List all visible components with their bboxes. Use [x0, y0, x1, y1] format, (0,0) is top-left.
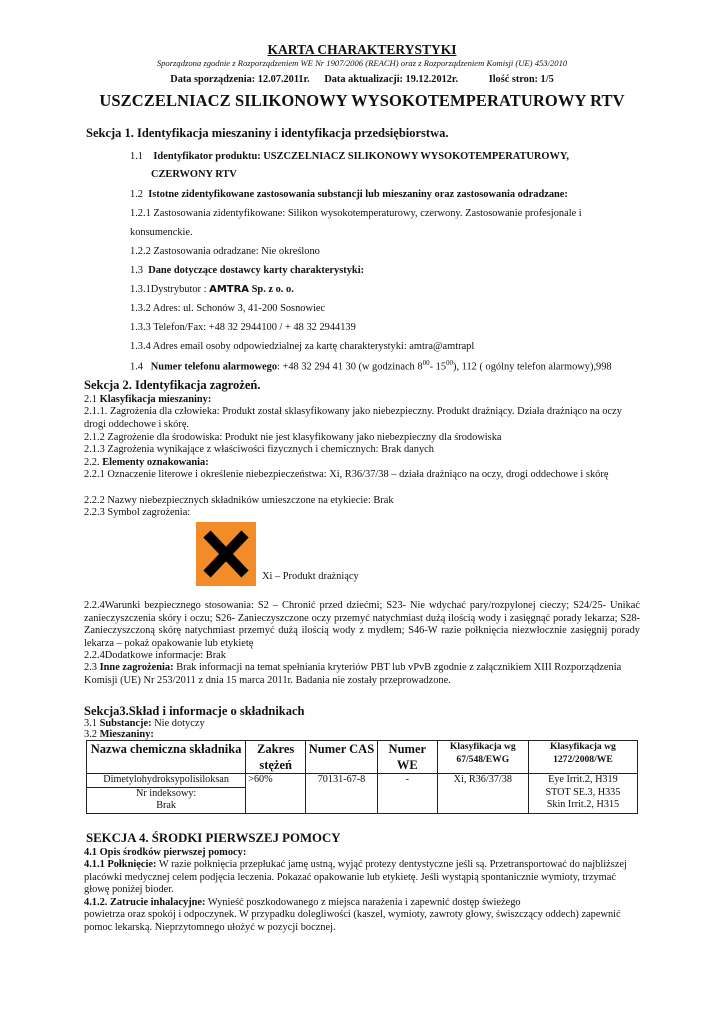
hazard-class-a: Eye Irrit.2, H319 — [548, 774, 618, 785]
s2-1 — [84, 394, 211, 405]
uses-label: Istotne zidentyfikowane zastosowania substancji lub mieszaniny oraz zastosowania odradzane: — [148, 189, 568, 200]
product-name: USZCZELNIACZ SILIKONOWY WYSOKOTEMPERATUROWY RTV — [99, 91, 625, 110]
col-header-name: Nazwa chemiczna składnika — [87, 741, 246, 774]
s1-3-4: 1.3.4 Adres email osoby odpowiedzialnej za kartę charakterystyki: amtra@amtrapl — [130, 341, 475, 352]
emergency-phone: : +48 32 294 41 30 (w godzinach 8 — [277, 361, 423, 373]
s4-1: 4.1 Opis środków pierwszej pomocy: — [84, 847, 247, 858]
s1-3-1 — [130, 284, 294, 295]
substances-value: Nie dotyczy — [151, 718, 205, 729]
supplier-label: Dane dotyczące dostawcy karty charakterystyki: — [148, 265, 365, 276]
document-dates — [0, 74, 724, 85]
other-hazards-label: Inne zagrożenia: — [99, 662, 174, 673]
inhalation-label: 4.1.2. Zatrucie inhalacyjne: — [84, 897, 206, 908]
classification-label: Klasyfikacja mieszaniny: — [99, 394, 212, 405]
prepared-date: Data sporządzenia: 12.07.2011r. — [170, 74, 310, 85]
s2-1-1: 2.1.1. Zagrożenia dla człowieka: Produkt został sklasyfikowany jako niebezpieczny. Produkt drażniący. Działa drażniąco na oczy drogi oddechowe i skórę. — [84, 406, 622, 430]
s4-1-2 — [84, 897, 521, 908]
hazard-class-b: STOT SE.3, H335 — [545, 786, 621, 798]
hour-sup: 00 — [422, 359, 430, 367]
s4-1-1 — [84, 859, 640, 897]
regulation-subtitle: Sporządzona zgodnie z Rozporządzeniem WE Nr 1907/2006 (REACH) oraz z Rozporządzeniem Komisji (UE) 453/2010 — [156, 58, 568, 68]
document-title: KARTA CHARAKTERYSTYKI — [267, 42, 457, 57]
company-name: AMTRA — [209, 284, 250, 295]
hazard-caption: Xi – Produkt drażniący — [262, 571, 359, 582]
table-header-row — [87, 741, 638, 774]
s1-3-3: 1.3.3 Telefon/Fax: +48 32 2944100 / + 48 32 2944139 — [130, 322, 356, 333]
s2-2-1: 2.2.1 Oznaczenie literowe i określenie niebezpieczeństwa: Xi, R36/37/38 – działa drażniąco na oczy, drogi oddechowe i skórę — [84, 469, 609, 480]
col-header-cas: Numer CAS — [306, 741, 378, 774]
col-header-cls1272: Klasyfikacja wg 1272/2008/WE — [528, 741, 637, 774]
table-row — [87, 774, 638, 814]
company-suffix: Sp. z o. o. — [249, 284, 294, 295]
cell-conc: >60% — [246, 774, 306, 814]
composition-table — [86, 740, 638, 814]
item-number: 2.2. — [84, 457, 100, 468]
ingestion-label: 4.1.1 Połknięcie: — [84, 859, 157, 870]
section1-heading: Sekcja 1. Identyfikacja mieszaniny i identyfikacja przedsiębiorstwa. — [86, 126, 449, 140]
s2-3 — [84, 662, 636, 687]
cell-name — [87, 774, 246, 814]
emergency-general: ), 112 ( ogólny telefon alarmowy),998 — [453, 361, 612, 373]
distributor-label: 1.3.1Dystrybutor : — [130, 284, 210, 295]
s1-3 — [130, 265, 364, 276]
s1-2-1-cont: konsumenckie. — [130, 227, 193, 238]
s2-1-3: 2.1.3 Zagrożenia wynikające z właściwości fizycznych i chemicznych: Brak danych — [84, 444, 434, 455]
s3-1 — [84, 718, 205, 729]
col-header-conc: Zakres stężeń — [246, 741, 306, 774]
s2-2-4: 2.2.4Warunki bezpiecznego stosowania: S2 – Chronić przed dziećmi; S23- Nie wdychać pary/rozpylonej cieczy; S24/25- Unikać zanieczyszczenia skóry i oczu; S26- Zanieczyszczone oczy przemyć natychmiast dużą ilością wody i zasięgnąć porady lekarza; S28- Zanieczyszczoną skórę natychmiast przemyć dużą ilością wody z mydłem; S46-W razie połknięcia niezwłocznie zasięgnij porady lekarza – pokaż opakowanie lub etykietę — [84, 600, 640, 649]
s2-2-4b: 2.2.4Dodatkowe informacje: Brak — [84, 650, 226, 661]
section3-heading: Sekcja3.Skład i informacje o składnikach — [84, 704, 305, 718]
s1-2-1: 1.2.1 Zastosowania zidentyfikowane: Silikon wysokotemperaturowy, czerwony. Zastosowanie profesjonale i — [130, 208, 582, 219]
emergency-label-b: elefonu alarmowego — [187, 361, 278, 373]
cell-cls67: Xi, R36/37/38 — [437, 774, 528, 814]
item-number: 3.1 — [84, 718, 97, 729]
s3-2 — [84, 729, 154, 740]
item-number: 1.2 — [130, 189, 143, 200]
ingestion-text: W razie połknięcia przepłukać jamę ustną, wyjąć protezy dentystyczne jeśli są. Przetransportować do najbliższej placówki medycznej celem podjęcia leczenia. Pokazać opakowanie lub etykietę. Jeśli wystąpią spontanicznie wymioty, trzymać głowę poniżej bioder. — [84, 859, 627, 896]
other-hazards-text: Brak informacji na temat spełniania kryteriów PBT lub vPvB zgodnie z załącznikiem XIII Rozporządzenia Komisji (UE) Nr 253/2011 z dnia 15 marca 2011r. Badania nie zostały przeprowadzone. — [84, 662, 622, 686]
hazard-class-c: Skin Irrit.2, H315 — [546, 799, 620, 810]
item-number: 1.1 — [130, 151, 143, 162]
inhalation-text-a: Wynieść poszkodowanego z miejsca narażenia i zapewnić dostęp świeżego — [205, 897, 521, 908]
s1-1-2 — [130, 189, 568, 200]
labelling-label: Elementy oznakowania: — [102, 457, 209, 468]
item-number: 3.2 — [84, 729, 97, 740]
s1-2-2: 1.2.2 Zastosowania odradzane: Nie określono — [130, 246, 320, 257]
hour-sup: 00 — [446, 359, 454, 367]
s2-2-2: 2.2.2 Nazwy niebezpiecznych składników umieszczone na etykiecie: Brak — [84, 495, 394, 506]
s4-1-2-cont: powietrza oraz spokój i odpoczynek. W przypadku dolegliwości (kaszel, wymioty, zawroty głowy, świszczący oddech) zapewnić pomoc lekarską. Nieprzytomnego ułożyć w pozycji bocznej. — [84, 909, 621, 933]
item-number: 1.4 — [130, 361, 143, 373]
item-number: 1.3 — [130, 265, 143, 276]
index-label: Nr indeksowy: — [135, 787, 197, 799]
item-number: 2.3 — [84, 662, 97, 673]
xi-irritant-icon — [196, 522, 256, 586]
s1-3-2: 1.3.2 Adres: ul. Schonów 3, 41-200 Sosnowiec — [130, 303, 326, 314]
emergency-label-a: Numer t — [150, 361, 188, 373]
emergency-hours: - 15 — [429, 361, 447, 373]
section2-heading: Sekcja 2. Identyfikacja zagrożeń. — [84, 378, 261, 392]
mixtures-label: Mieszaniny: — [99, 729, 154, 740]
s2-2 — [84, 457, 209, 468]
product-identifier: Identyfikator produktu: USZCZELNIACZ SILIKONOWY WYSOKOTEMPERATUROWY, — [153, 151, 570, 162]
substances-label: Substancje: — [99, 718, 152, 729]
col-header-we: Numer WE — [377, 741, 437, 774]
index-value: Brak — [156, 800, 177, 811]
cell-cas: 70131-67-8 — [306, 774, 378, 814]
cell-we: - — [377, 774, 437, 814]
product-identifier-cont: CZERWONY RTV — [151, 169, 237, 180]
s2-2-3: 2.2.3 Symbol zagrożenia: — [84, 507, 191, 518]
component-name: Dimetylohydroksypolisiloksan — [87, 774, 245, 788]
item-number: 2.1 — [84, 394, 97, 405]
page-count: Ilość stron: 1/5 — [488, 74, 554, 85]
s1-4 — [130, 359, 612, 372]
s1-1-1 — [130, 151, 569, 162]
updated-date: Data aktualizacji: 19.12.2012r. — [324, 74, 459, 85]
section4-heading: SEKCJA 4. ŚRODKI PIERWSZEJ POMOCY — [86, 831, 341, 845]
col-header-cls67: Klasyfikacja wg 67/548/EWG — [437, 741, 528, 774]
s2-1-2: 2.1.2 Zagrożenie dla środowiska: Produkt nie jest klasyfikowany jako niebezpieczny dla środowiska — [84, 432, 502, 443]
cell-cls1272 — [528, 774, 637, 814]
